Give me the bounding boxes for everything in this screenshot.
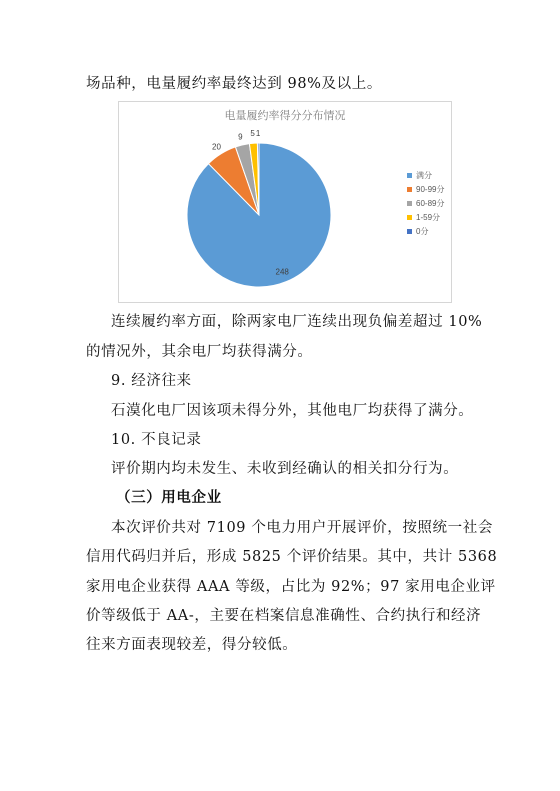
- top-text-line: 场品种，电量履约率最终达到 98%及以上。: [86, 76, 382, 92]
- section-heading-9: 9. 经济往来: [111, 373, 192, 389]
- legend-label-1: 满分: [416, 171, 432, 180]
- paragraph-line: 石漠化电厂因该项未得分外，其他电厂均获得了满分。: [111, 403, 474, 419]
- legend-label-5: 0分: [416, 227, 429, 236]
- legend-swatch-3: [407, 201, 412, 206]
- paragraph-line: 信用代码归并后，形成 5825 个评价结果。其中，共计 5368: [86, 549, 498, 565]
- paragraph-line: 本次评价共对 7109 个电力用户开展评价，按照统一社会: [111, 520, 493, 536]
- paragraph-line: 往来方面表现较差，得分较低。: [86, 637, 298, 653]
- paragraph-line: 价等级低于 AA-，主要在档案信息准确性、合约执行和经济: [86, 608, 482, 624]
- paragraph-line: 家用电企业获得 AAA 等级，占比为 92%；97 家用电企业评: [86, 579, 496, 595]
- legend-label-3: 60-89分: [416, 199, 445, 208]
- legend-swatch-1: [407, 173, 412, 178]
- pie-chart: [118, 101, 452, 303]
- legend-swatch-4: [407, 215, 412, 220]
- legend-swatch-5: [407, 229, 412, 234]
- data-label-1: 248: [275, 267, 289, 277]
- legend-swatch-2: [407, 187, 412, 192]
- data-label-5: 1: [255, 128, 261, 138]
- legend-label-4: 1-59分: [416, 213, 441, 222]
- data-label-2: 20: [212, 142, 221, 152]
- data-label-3: 9: [238, 132, 243, 142]
- chart-title: 电量履约率得分分布情况: [224, 109, 346, 122]
- section-heading-3: （三）用电企业: [116, 489, 222, 506]
- paragraph-line: 评价期内均未发生、未收到经确认的相关扣分行为。: [111, 461, 459, 477]
- pie-chart-svg: [119, 102, 451, 302]
- data-label-4: 5: [250, 129, 255, 139]
- section-heading-10: 10. 不良记录: [111, 432, 202, 448]
- paragraph-line: 连续履约率方面，除两家电厂连续出现负偏差超过 10%: [111, 314, 483, 330]
- paragraph-line: 的情况外，其余电厂均获得满分。: [86, 344, 313, 360]
- legend-label-2: 90-99分: [416, 185, 445, 194]
